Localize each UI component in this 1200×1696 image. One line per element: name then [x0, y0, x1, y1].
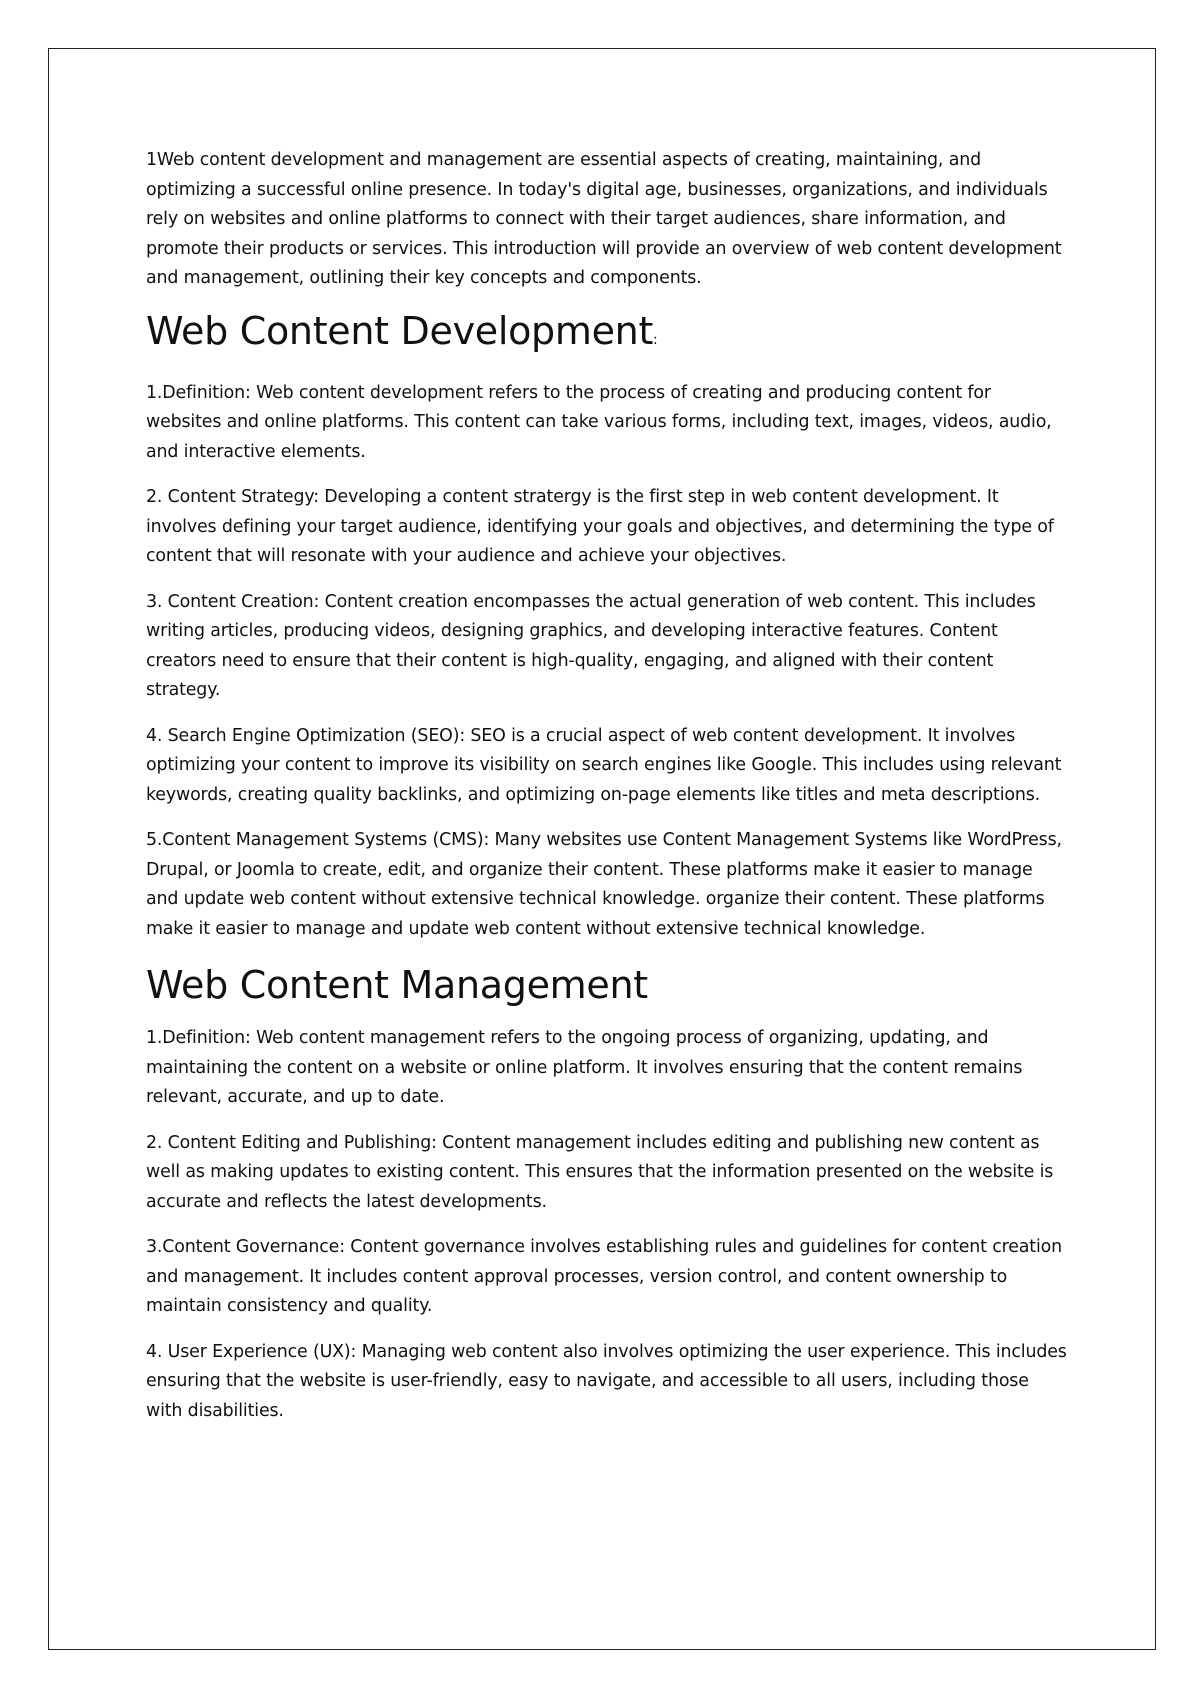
management-item: 1.Definition: Web content management refers to the ongoing process of organizing, updating, and maintaining the content on a website or online platform. It involves ensuring that the content remains relevant, accurate, and up to date. — [146, 1028, 1023, 1107]
development-item: 5.Content Management Systems (CMS): Many websites use Content Management Systems like WordPress, Drupal, or Joomla to create, edit, and organize their content. These platforms make it easier to manage and update web content without extensive technical knowledge. organize their content. These platforms make it easier to manage and update web content without extensive technical knowledge. — [146, 830, 1062, 939]
heading-web-content-management: Web Content Management — [146, 963, 648, 1007]
document-body — [146, 146, 1068, 1442]
management-item: 3.Content Governance: Content governance involves establishing rules and guidelines for content creation and management. It includes content approval processes, version control, and content ownership to maintain consistency and quality. — [146, 1237, 1063, 1316]
heading-web-content-development — [146, 308, 1068, 363]
development-item: 2. Content Strategy: Developing a content stratergy is the first step in web content development. It involves defining your target audience, identifying your goals and objectives, and determining the type of content that will resonate with your audience and achieve your objectives. — [146, 487, 1054, 566]
intro-paragraph: 1Web content development and management are essential aspects of creating, maintaining, and optimizing a successful online presence. In today's digital age, businesses, organizations, and individuals rely on websites and online platforms to connect with their target audiences, share information, and promote their products or services. This introduction will provide an overview of web content development and management, outlining their key concepts and components. — [146, 150, 1062, 288]
development-item: 3. Content Creation: Content creation encompasses the actual generation of web content. This includes writing articles, producing videos, designing graphics, and developing interactive features. Content creators need to ensure that their content is high-quality, engaging, and aligned with their content strategy. — [146, 591, 1036, 700]
heading-colon: : — [653, 331, 658, 348]
heading-text: Web Content Development — [146, 308, 654, 353]
development-item: 1.Definition: Web content development refers to the process of creating and producing content for websites and online platforms. This content can take various forms, including text, images, videos, audio, and interactive elements. — [146, 382, 1052, 462]
management-item: 2. Content Editing and Publishing: Content management includes editing and publishing new content as well as making updates to existing content. This ensures that the information presented on the website is accurate and reflects the latest developments. — [146, 1132, 1054, 1212]
development-item: 4. Search Engine Optimization (SEO): SEO is a crucial aspect of web content development. It involves optimizing your content to improve its visibility on search engines like Google. This includes using relevant keywords, creating quality backlinks, and optimizing on-page elements like titles and meta descriptions. — [146, 725, 1062, 805]
management-item: 4. User Experience (UX): Managing web content also involves optimizing the user experience. This includes ensuring that the website is user-friendly, easy to navigate, and accessible to all users, including those with disabilities. — [146, 1341, 1067, 1421]
